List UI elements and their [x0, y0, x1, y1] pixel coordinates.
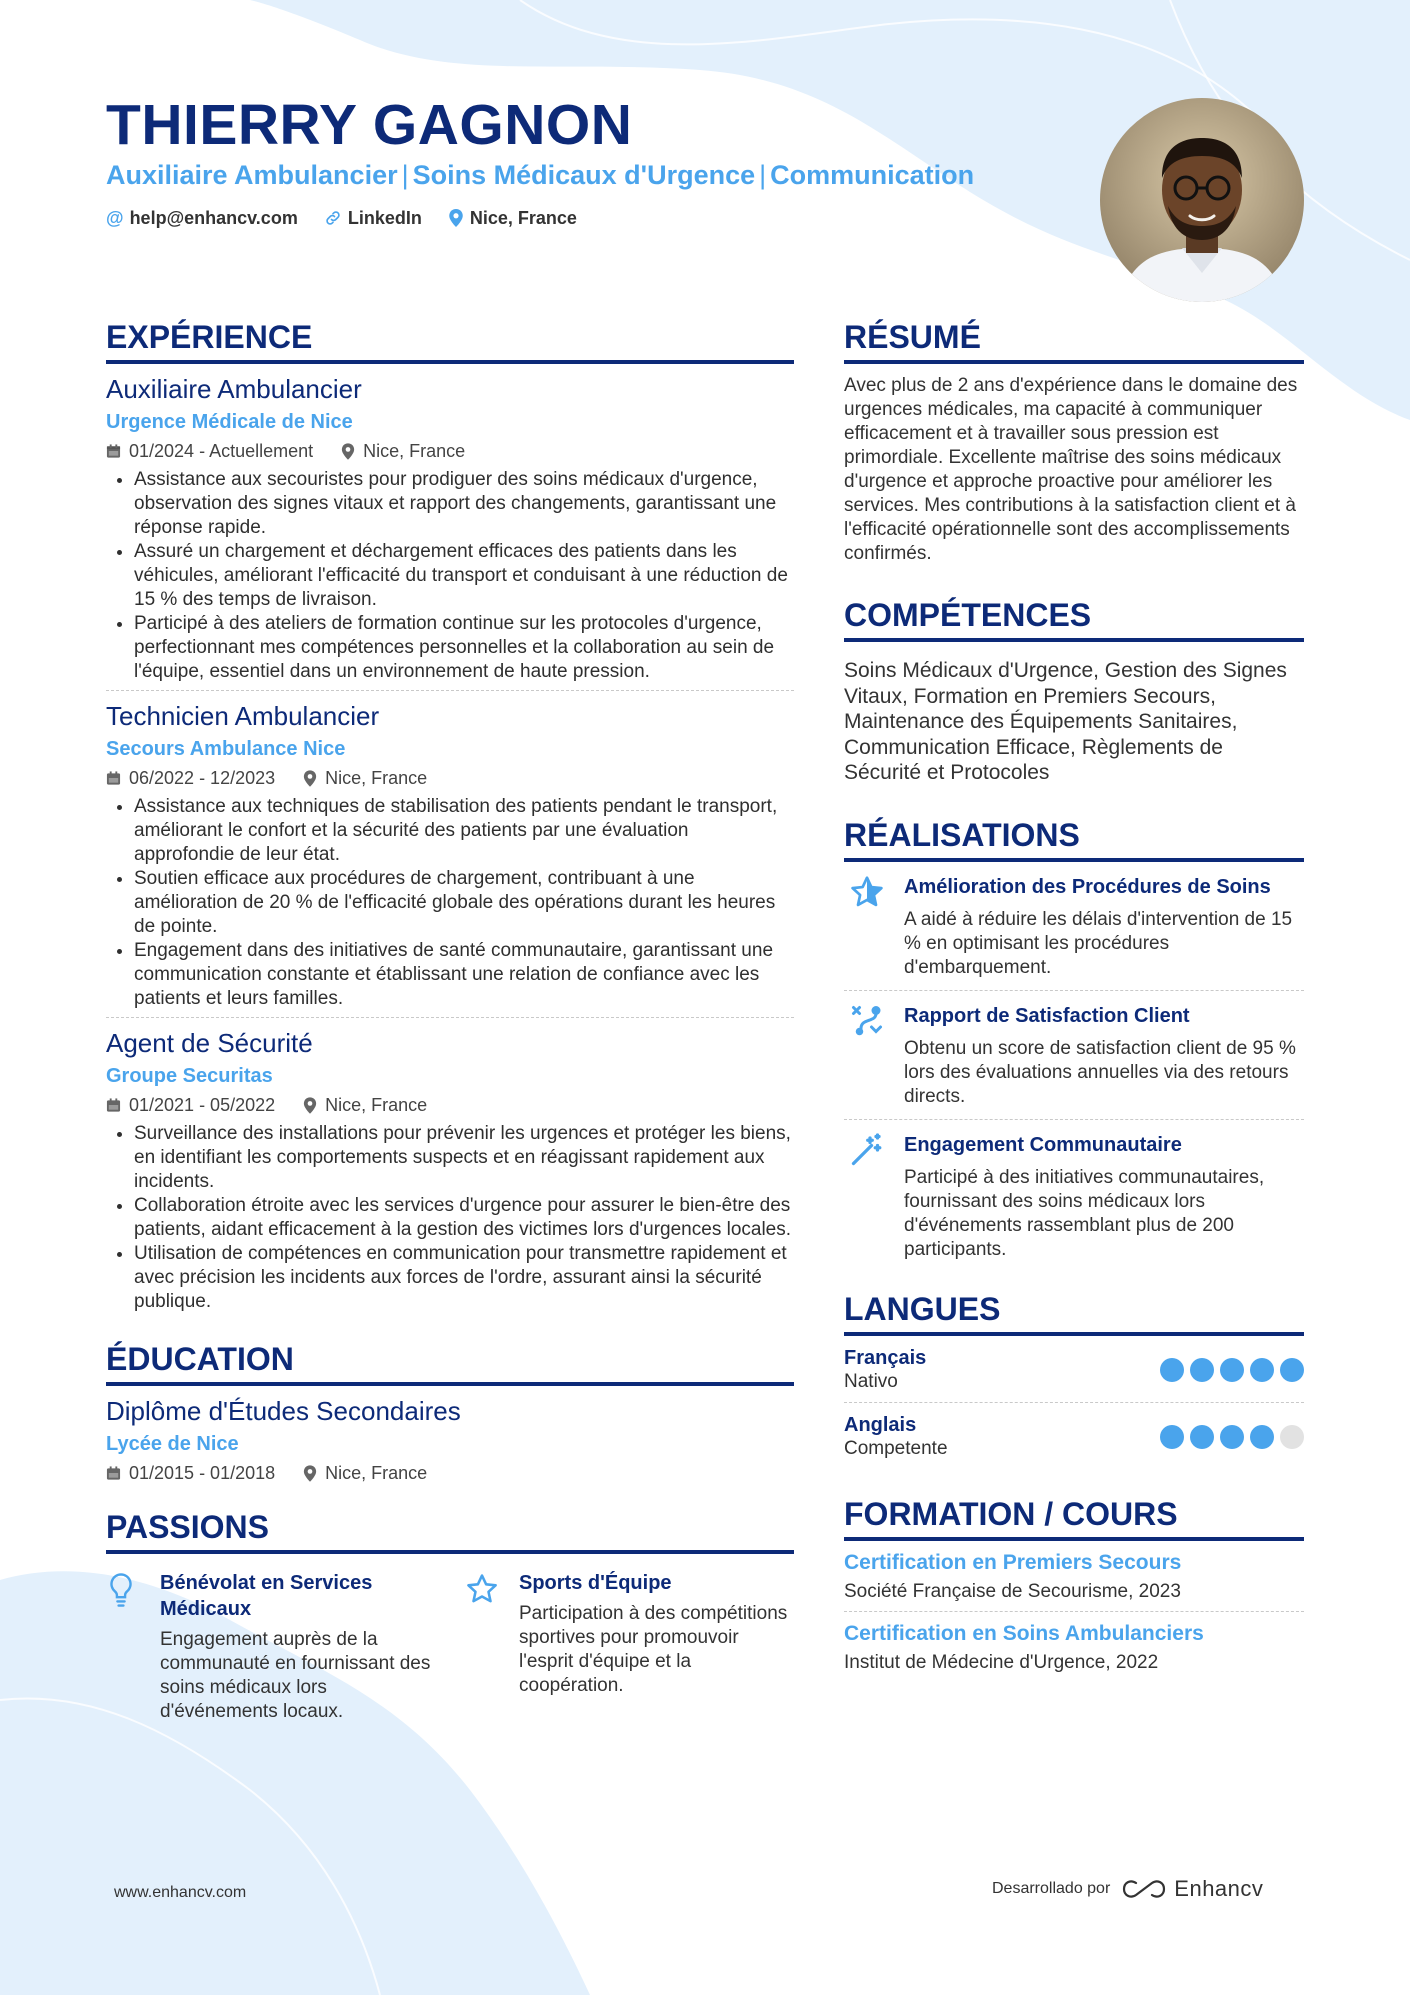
link-icon: [324, 209, 342, 227]
calendar-icon: [106, 1465, 121, 1481]
company-name: Urgence Médicale de Nice: [106, 411, 353, 433]
education-heading: ÉDUCATION: [106, 1340, 794, 1386]
skills-section: [844, 596, 1304, 786]
language-item: [844, 1402, 1304, 1469]
course-title: Certification en Premiers Secours: [844, 1550, 1182, 1574]
rating-dot: [1160, 1425, 1184, 1449]
passions-heading: PASSIONS: [106, 1508, 794, 1554]
passion-title: Sports d'Équipe: [519, 1572, 672, 1594]
job-bullets: [106, 468, 794, 684]
location-icon: [448, 209, 464, 227]
location-pin-icon: [303, 1465, 317, 1482]
job-dates: 01/2021 - 05/2022: [129, 1095, 276, 1115]
job-bullet: • Assistance aux secouristes pour prodiguer des soins médicaux d'urgence, observation des signes vitaux et rapport des changements, garantissant une réponse rapide.: [134, 468, 794, 540]
rating-dot: [1280, 1425, 1304, 1449]
star-icon: [465, 1570, 505, 1724]
contact-email-label: help@enhancv.com: [129, 208, 298, 228]
powered-by-label: Desarrollado por: [992, 1880, 1111, 1897]
course-item: [844, 1541, 1304, 1611]
headline-role: Auxiliaire Ambulancier: [106, 160, 398, 190]
summary-text: Avec plus de 2 ans d'expérience dans le domaine des urgences médicales, ma capacité à communiquer efficacement et à travailler sous pression est primordiale. Excellente maîtrise des soins médicaux d'urgence et approche proactive pour améliorer les services. Mes contributions à la satisfaction client et à l'efficacité opérationnelle sont des accomplissements confirmés.: [844, 375, 1298, 564]
job-location: Nice, France: [363, 441, 466, 461]
course-title: Certification en Soins Ambulanciers: [844, 1621, 1204, 1645]
job-dates: 01/2024 - Actuellement: [129, 441, 314, 461]
job-title: Technicien Ambulancier: [106, 701, 380, 731]
degree-title: Diplôme d'Études Secondaires: [106, 1396, 461, 1426]
headline-skill: Communication: [770, 160, 975, 190]
candidate-name: THIERRY GAGNON: [106, 93, 633, 157]
passion-description: Participation à des compétitions sportives pour promouvoir l'esprit d'équipe et la coopération.: [519, 1603, 788, 1696]
languages-section: [844, 1290, 1304, 1469]
language-item: [844, 1336, 1304, 1402]
language-level: Competente: [844, 1437, 948, 1459]
job-meta: [106, 1092, 794, 1118]
languages-heading: LANGUES: [844, 1290, 1304, 1336]
school-name: Lycée de Nice: [106, 1433, 239, 1455]
language-level: Nativo: [844, 1370, 898, 1392]
job-bullets: [106, 1122, 794, 1314]
language-name: Français: [844, 1346, 927, 1369]
contact-linkedin-label: LinkedIn: [347, 208, 422, 228]
job-bullet: • Collaboration étroite avec les services d'urgence pour assurer le bien-être des patients, aidant efficacement à la gestion des victimes lors d'urgences locales.: [134, 1194, 794, 1242]
rating-dot: [1190, 1425, 1214, 1449]
contact-email[interactable]: [106, 206, 298, 230]
job-location: Nice, France: [325, 1095, 428, 1115]
achievement-description: Participé à des initiatives communautaires, fournissant des soins médicaux lors d'événements rassemblant plus de 200 participants.: [904, 1166, 1265, 1260]
rating-dot: [1220, 1425, 1244, 1449]
calendar-icon: [106, 443, 121, 459]
passion-title: Bénévolat en Services Médicaux: [160, 1572, 373, 1620]
passion-item: [465, 1570, 794, 1724]
courses-heading: FORMATION / COURS: [844, 1495, 1304, 1541]
calendar-icon: [106, 770, 121, 786]
job-title: Agent de Sécurité: [106, 1028, 313, 1058]
achievement-title: Engagement Communautaire: [904, 1133, 1182, 1156]
language-name: Anglais: [844, 1413, 917, 1436]
job-location: Nice, France: [325, 768, 428, 788]
language-rating: [1160, 1358, 1304, 1382]
calendar-icon: [106, 1097, 121, 1113]
job-dates: 06/2022 - 12/2023: [129, 768, 276, 788]
right-column: [844, 318, 1304, 1682]
education-entry: [106, 1386, 794, 1486]
job-bullets: [106, 795, 794, 1011]
job-bullet: • Assuré un chargement et déchargement efficaces des patients dans les véhicules, améliorant l'efficacité du transport et conduisant à une réduction de 15 % des temps de livraison.: [134, 540, 794, 612]
brand-name: Enhancv: [1174, 1876, 1264, 1901]
skills-heading: COMPÉTENCES: [844, 596, 1304, 642]
achievement-item: [844, 862, 1304, 990]
achievement-title: Rapport de Satisfaction Client: [904, 1004, 1190, 1027]
enhancv-logo-icon: [1122, 1877, 1166, 1901]
star-icon: [844, 874, 890, 980]
rating-dot: [1160, 1358, 1184, 1382]
achievement-item: [844, 990, 1304, 1119]
passion-item: [106, 1570, 435, 1724]
at-icon: @: [106, 208, 124, 228]
education-location: Nice, France: [325, 1463, 428, 1483]
courses-section: [844, 1495, 1304, 1682]
lightbulb-icon: [106, 1570, 146, 1724]
passions-list: [106, 1570, 794, 1724]
job-meta: [106, 438, 794, 464]
job-title: Auxiliaire Ambulancier: [106, 374, 362, 404]
profile-photo: [1100, 98, 1304, 302]
headline-separator: |: [759, 160, 767, 190]
education-section: [106, 1340, 794, 1486]
course-item: [844, 1611, 1304, 1682]
passion-description: Engagement auprès de la communauté en fournissant des soins médicaux lors d'événements locaux.: [160, 1629, 431, 1722]
job-bullet: • Surveillance des installations pour prévenir les urgences et protéger les biens, en identifiant les comportements suspects et en réagissant rapidement aux incidents.: [134, 1122, 794, 1194]
achievement-item: [844, 1119, 1304, 1272]
achievements-heading: RÉALISATIONS: [844, 816, 1304, 862]
contact-location: [448, 206, 577, 230]
brand-logo[interactable]: [1122, 1876, 1263, 1902]
job-bullet: • Assistance aux techniques de stabilisation des patients pendant le transport, améliorant le confort et la sécurité des patients par une évaluation approfondie de leur état.: [134, 795, 794, 867]
contact-linkedin[interactable]: [324, 206, 422, 230]
job-bullet: • Soutien efficace aux procédures de chargement, contribuant à une amélioration de 20 % de l'efficacité globale des opérations durant les heures de pointe.: [134, 867, 794, 939]
passions-section: [106, 1508, 794, 1724]
location-pin-icon: [341, 443, 355, 460]
skills-text: Soins Médicaux d'Urgence, Gestion des Signes Vitaux, Formation en Premiers Secours, Maintenance des Équipements Sanitaires, Communication Efficace, Règlements de Sécurité et Protocoles: [844, 659, 1287, 784]
achievement-title: Amélioration des Procédures de Soins: [904, 875, 1271, 898]
left-column: [106, 318, 794, 1724]
rating-dot: [1190, 1358, 1214, 1382]
course-org: Société Française de Secourisme, 2023: [844, 1580, 1181, 1602]
rating-dot: [1280, 1358, 1304, 1382]
job-bullet: • Utilisation de compétences en communication pour transmettre rapidement et avec précision les incidents aux forces de l'ordre, assurant ainsi la sécurité publique.: [134, 1242, 794, 1314]
location-pin-icon: [303, 1097, 317, 1114]
headline-separator: |: [401, 160, 409, 190]
rating-dot: [1220, 1358, 1244, 1382]
contact-bar: [106, 206, 577, 230]
summary-heading: RÉSUMÉ: [844, 318, 1304, 364]
location-pin-icon: [303, 770, 317, 787]
footer-website[interactable]: www.enhancv.com: [114, 1884, 247, 1901]
job-entry: [106, 690, 794, 1011]
job-bullet: • Engagement dans des initiatives de santé communautaire, garantissant une communication constante et établissant une relation de confiance avec les patients et leurs familles.: [134, 939, 794, 1011]
experience-heading: EXPÉRIENCE: [106, 318, 794, 364]
achievement-description: Obtenu un score de satisfaction client de 95 % lors des évaluations annuelles via des retours directs.: [904, 1037, 1296, 1107]
rating-dot: [1250, 1358, 1274, 1382]
job-entry: [106, 1017, 794, 1314]
company-name: Secours Ambulance Nice: [106, 738, 346, 760]
achievements-section: [844, 816, 1304, 1272]
rating-dot: [1250, 1425, 1274, 1449]
education-dates: 01/2015 - 01/2018: [129, 1463, 276, 1483]
job-entry: [106, 364, 794, 684]
achievement-description: A aidé à réduire les délais d'intervention de 15 % en optimisant les procédures d'embarquement.: [904, 908, 1293, 978]
headline-specialty: Soins Médicaux d'Urgence: [412, 160, 756, 190]
job-bullet: • Participé à des ateliers de formation continue sur les protocoles d'urgence, perfectionnant mes compétences personnelles et la collaboration au sein de l'équipe, essentiel dans un environnement de haute pression.: [134, 612, 794, 684]
summary-section: [844, 318, 1304, 566]
job-meta: [106, 765, 794, 791]
company-name: Groupe Securitas: [106, 1065, 273, 1087]
experience-section: [106, 318, 794, 1314]
headline: [106, 158, 974, 192]
footer-branding: [992, 1876, 1263, 1902]
education-meta: [106, 1460, 794, 1486]
course-org: Institut de Médecine d'Urgence, 2022: [844, 1651, 1159, 1673]
language-rating: [1160, 1425, 1304, 1449]
route-icon: [844, 1003, 890, 1109]
contact-location-label: Nice, France: [469, 208, 577, 228]
magic-wand-icon: [844, 1132, 890, 1262]
